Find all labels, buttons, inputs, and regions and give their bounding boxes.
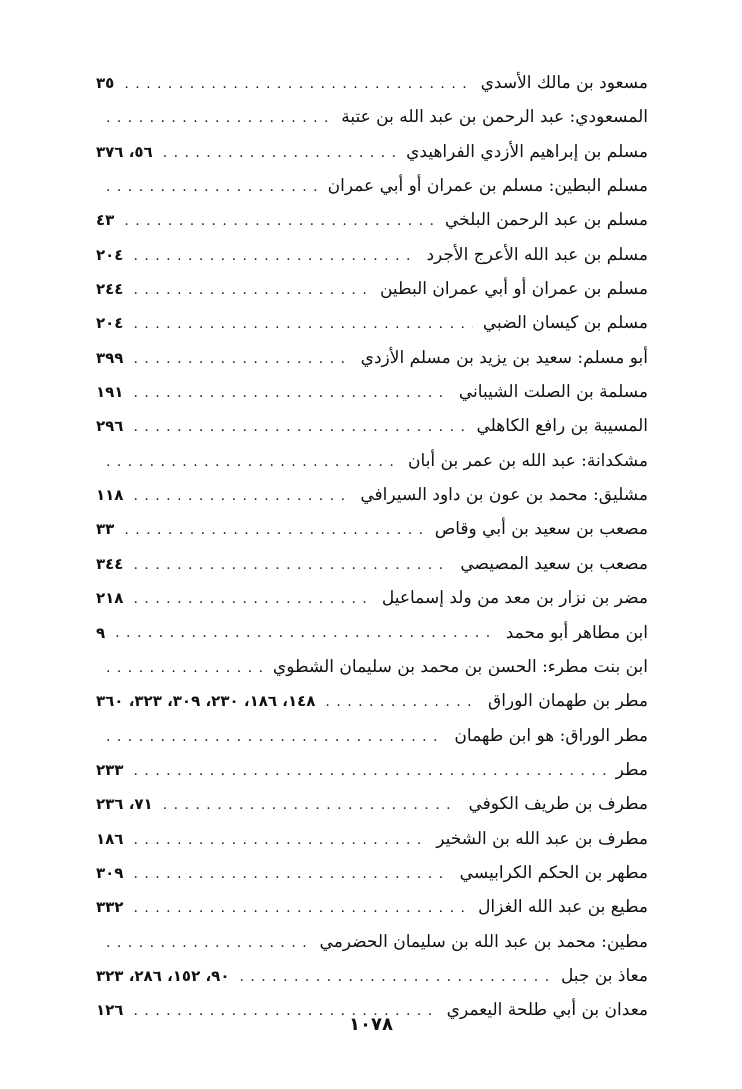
index-entry — [96, 684, 648, 718]
index-entry — [96, 272, 648, 306]
entry-name: مطر — [615, 759, 648, 780]
index-list — [96, 66, 648, 1028]
entry-name: مصعب بن سعيد المصيصي — [460, 553, 648, 574]
index-entry — [96, 856, 648, 890]
index-entry — [96, 925, 648, 959]
entry-page-refs: ٣٤٤ — [96, 554, 124, 573]
index-entry — [96, 169, 648, 203]
index-entry — [96, 616, 648, 650]
dot-leader — [133, 487, 350, 504]
entry-page-refs: ٩ — [96, 623, 106, 642]
dot-leader — [133, 384, 448, 401]
entry-name: معاذ بن جبل — [560, 965, 648, 986]
dot-leader — [133, 555, 450, 572]
dot-leader — [106, 452, 398, 469]
index-entry — [96, 375, 648, 409]
entry-page-refs: ٧١، ٢٣٦ — [96, 795, 153, 814]
entry-name: مسلم البطين: مسلم بن عمران أو أبي عمران — [327, 176, 648, 197]
index-entry — [96, 66, 648, 100]
dot-leader — [325, 693, 478, 710]
entry-page-refs: ٢٩٦ — [96, 417, 124, 436]
entry-name: المسيبة بن رافع الكاهلي — [476, 416, 648, 437]
entry-page-refs: ٢٤٤ — [96, 280, 124, 299]
entry-page-refs: ٢٠٤ — [96, 314, 124, 333]
entry-name: ابن بنت مطرء: الحسن بن محمد بن سليمان الشطوي — [272, 656, 648, 677]
index-entry — [96, 238, 648, 272]
entry-page-refs: ٤٣ — [96, 211, 115, 230]
index-entry — [96, 822, 648, 856]
dot-leader — [115, 624, 496, 641]
dot-leader — [133, 418, 466, 435]
entry-page-refs: ١٢٦ — [96, 1001, 124, 1020]
dot-leader — [106, 659, 263, 676]
entry-page-refs: ٢٠٤ — [96, 245, 124, 264]
index-entry — [96, 581, 648, 615]
dot-leader — [133, 762, 605, 779]
entry-page-refs: ٢٣٣ — [96, 760, 124, 779]
index-entry — [96, 512, 648, 546]
index-entry — [96, 306, 648, 340]
dot-leader — [239, 968, 550, 985]
entry-name: مسعود بن مالك الأسدي — [480, 73, 648, 93]
page-number: ١٠٧٨ — [349, 1014, 393, 1035]
dot-leader — [163, 796, 459, 813]
entry-name: معدان بن أبي طلحة اليعمري — [446, 1000, 648, 1021]
entry-page-refs: ٣٥ — [96, 74, 115, 92]
entry-page-refs: ١٤٨، ١٨٦، ٢٣٠، ٣٠٩، ٣٢٣، ٣٦٠ — [96, 692, 316, 711]
index-entry — [96, 959, 648, 993]
entry-page-refs: ١١٨ — [96, 486, 124, 505]
entry-name: مسلم بن عبد الله الأعرج الأجرد — [426, 244, 648, 265]
entry-page-refs: ٩٠، ١٥٢، ٢٨٦، ٣٢٣ — [96, 966, 230, 985]
entry-name: مسلمة بن الصلت الشيباني — [458, 382, 648, 403]
entry-name: مطر بن طهمان الوراق — [488, 691, 648, 712]
entry-page-refs: ٣٩٩ — [96, 348, 124, 367]
dot-leader — [133, 865, 449, 882]
index-entry — [96, 890, 648, 924]
index-entry — [96, 787, 648, 821]
index-entry — [96, 547, 648, 581]
dot-leader — [133, 349, 350, 366]
entry-name: مشليق: محمد بن عون بن داود السيرافي — [360, 485, 648, 506]
index-entry — [96, 753, 648, 787]
dot-leader — [133, 246, 416, 263]
index-entry — [96, 444, 648, 478]
dot-leader — [133, 315, 472, 332]
entry-name: مصعب بن سعيد بن أبي وقاص — [434, 519, 648, 540]
entry-name: مشكدانة: عبد الله بن عمر بن أبان — [408, 450, 648, 471]
entry-name: مطين: محمد بن عبد الله بن سليمان الحضرمي — [319, 931, 648, 952]
dot-leader — [133, 899, 468, 916]
entry-name: مطرف بن طريف الكوفي — [468, 794, 648, 815]
dot-leader — [106, 727, 444, 744]
dot-leader — [163, 143, 396, 160]
entry-page-refs: ٣٠٩ — [96, 863, 124, 882]
entry-name: مطرف بن عبد الله بن الشخير — [436, 828, 648, 849]
index-entry — [96, 478, 648, 512]
dot-leader — [124, 521, 424, 538]
entry-name: مطهر بن الحكم الكرابيسي — [459, 862, 648, 883]
dot-leader — [124, 212, 435, 229]
entry-name: أبو مسلم: سعيد بن يزيد بن مسلم الأزدي — [360, 347, 648, 368]
dot-leader — [124, 75, 470, 92]
dot-leader — [106, 178, 318, 195]
index-entry — [96, 135, 648, 169]
dot-leader — [106, 109, 331, 126]
entry-name: مسلم بن عمران أو أبي عمران البطين — [379, 279, 648, 300]
entry-page-refs: ٣٣٢ — [96, 898, 124, 917]
entry-name: مطر الوراق: هو ابن طهمان — [454, 725, 648, 746]
index-entry — [96, 100, 648, 134]
index-entry — [96, 341, 648, 375]
entry-page-refs: ٥٦، ٣٧٦ — [96, 142, 153, 161]
entry-page-refs: ٣٣ — [96, 520, 115, 539]
entry-page-refs: ١٩١ — [96, 383, 124, 402]
entry-name: ابن مطاهر أبو محمد — [505, 622, 648, 643]
index-entry — [96, 409, 648, 443]
entry-name: مسلم بن عبد الرحمن البلخي — [444, 210, 648, 231]
dot-leader — [106, 933, 310, 950]
dot-leader — [133, 281, 369, 298]
index-entry — [96, 203, 648, 237]
entry-name: المسعودي: عبد الرحمن بن عبد الله بن عتبة — [341, 107, 648, 128]
entry-name: مضر بن نزار بن معد من ولد إسماعيل — [381, 588, 648, 609]
entry-name: مسلم بن كيسان الضبي — [482, 313, 648, 334]
index-entry — [96, 650, 648, 684]
dot-leader — [133, 830, 426, 847]
entry-page-refs: ٢١٨ — [96, 589, 124, 608]
entry-page-refs: ١٨٦ — [96, 829, 124, 848]
entry-name: مطيع بن عبد الله الغزال — [478, 897, 648, 918]
dot-leader — [133, 590, 371, 607]
entry-name: مسلم بن إبراهيم الأزدي الفراهيدي — [406, 141, 648, 162]
index-entry — [96, 719, 648, 753]
